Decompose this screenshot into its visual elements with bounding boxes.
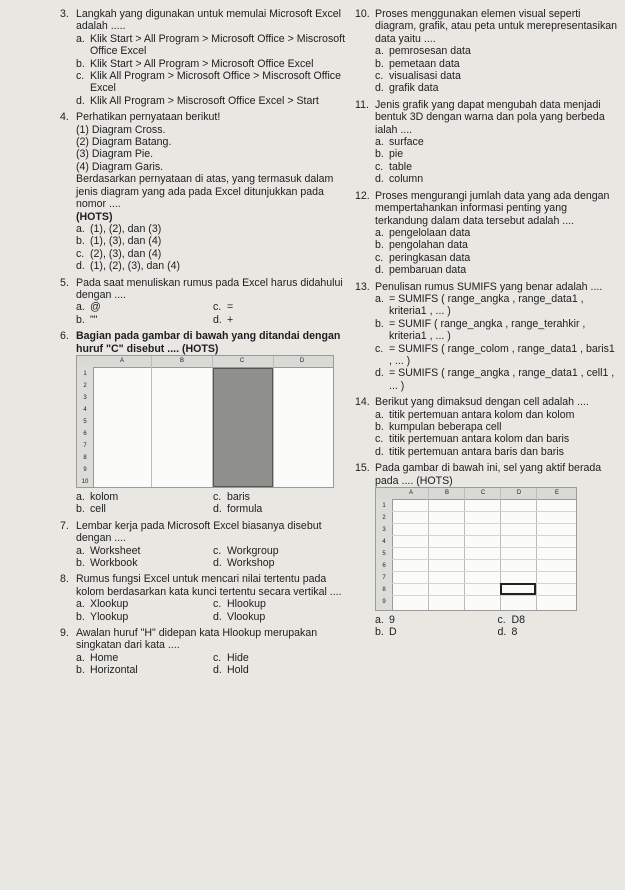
option-c[interactable] [76,70,350,95]
option-b[interactable] [375,318,620,343]
question-number: 5. [60,276,69,289]
option-b[interactable] [76,557,213,569]
question-text: Proses mengurangi jumlah data yang ada dengan mempertahankan informasi penting yang terkandung dalam data tersebut adalah .... [375,189,610,227]
option-letter: c. [375,251,384,264]
option-text: kumpulan beberapa cell [389,421,502,433]
option-a[interactable] [76,652,213,664]
question-10 [355,8,620,95]
option-c[interactable] [375,433,620,445]
option-b[interactable] [76,58,350,70]
option-text: Workshop [227,557,275,569]
option-text: surface [389,136,424,149]
option-letter: b. [76,557,85,569]
option-letter: a. [375,45,384,58]
row-label: 6 [83,430,87,437]
option-text: Vlookup [227,610,266,623]
option-text: = [227,301,234,314]
question-paragraph: Berdasarkan pernyataan di atas, yang termasuk dalam jenis diagram yang ada pada Excel ditunjukkan pada nomor .... [76,173,334,211]
option-text: visualisasi data [389,70,461,83]
row-label: 10 [81,478,89,485]
question-text: Rumus fungsi Excel untuk mencari nilai tertentu pada kolom berdasarkan kata kunci tertentu secara vertikal .... [76,573,342,598]
question-5 [60,277,350,327]
option-text: (2), (3), dan (4) [90,247,162,260]
option-letter: c. [213,598,222,611]
question-number: 15. [355,462,370,475]
column-label-d: D [516,490,522,497]
option-text: = SUMIF ( range_angka , range_terahkir , kriteria1 , ... ) [389,317,586,343]
question-text: Pada saat menuliskan rumus pada Excel harus didahului dengan .... [76,276,343,301]
row-label: 7 [83,442,87,449]
option-letter: d. [375,82,384,95]
option-text: pie [389,148,404,161]
question-6 [60,330,350,516]
question-text: Berikut yang dimaksud dengan cell adalah .... [375,396,589,409]
question-number: 14. [355,396,370,409]
option-text: cell [90,503,106,516]
option-c[interactable] [213,301,350,313]
option-c[interactable] [213,598,350,610]
option-b[interactable] [76,611,213,623]
option-text: Klik All Program > Miscrosoft Office Excel > Start [90,94,319,107]
option-text: Klik Start > All Program > Microsoft Office Excel [90,57,314,70]
option-letter: c. [76,247,85,260]
question-number: 4. [60,111,69,124]
option-letter: a. [375,136,384,149]
option-letter: c. [213,544,222,557]
active-cell-outline [500,583,536,595]
question-text: Perhatikan pernyataan berikut! [76,111,221,124]
option-letter: d. [213,557,222,569]
option-d[interactable] [375,173,620,185]
option-text: Klik All Program > Microsoft Office > Miscrosoft Office Excel [90,70,341,95]
option-b[interactable] [375,58,620,70]
option-letter: d. [375,173,384,186]
option-d[interactable] [213,557,350,569]
row-label: 9 [382,599,386,606]
option-letter: d. [375,367,384,380]
option-a[interactable] [76,301,213,313]
option-c[interactable] [375,161,620,173]
option-text: Hlookup [227,598,266,611]
option-letter: b. [375,626,384,639]
option-a[interactable] [76,491,213,503]
question-text: Lembar kerja pada Microsoft Excel biasanya disebut dengan .... [76,519,322,545]
option-letter: c. [375,70,384,83]
row-label: 1 [83,370,87,377]
option-text: titik pertemuan antara baris dan baris [389,445,564,458]
question-3 [60,8,350,107]
row-label: 9 [83,466,87,473]
option-d[interactable] [375,264,620,276]
question-11 [355,99,620,186]
left-column [60,8,350,681]
option-text: Xlookup [90,598,129,611]
option-b[interactable] [375,239,620,251]
option-letter: b. [76,235,85,248]
option-letter: a. [375,614,384,627]
option-d[interactable] [76,95,350,107]
option-letter: d. [213,664,222,677]
option-letter: a. [76,544,85,557]
option-text: column [389,173,424,186]
option-text: @ [90,301,101,314]
option-a[interactable] [375,227,620,239]
option-text: grafik data [389,82,439,95]
column-label-d: D [299,357,305,364]
option-letter: d. [375,264,384,277]
question-9 [60,627,350,677]
row-label: 8 [382,587,386,594]
option-letter: d. [213,503,222,516]
column-label-b: B [179,357,184,364]
question-text: Awalan huruf "H" didepan kata Hlookup merupakan singkatan dari kata .... [76,627,318,652]
hots-label: (HOTS) [76,210,113,223]
question-13 [355,281,620,393]
spreadsheet-figure [375,487,577,611]
option-letter: a. [76,301,85,314]
column-label-c: C [239,357,245,364]
option-letter: b. [76,664,85,677]
option-text: D [389,626,397,639]
option-text: 8 [511,626,518,639]
question-14 [355,396,620,458]
column-label-b: B [444,490,449,497]
option-b[interactable] [76,235,350,247]
option-b[interactable] [76,664,213,676]
option-letter: b. [375,57,384,70]
row-label: 8 [83,454,87,461]
option-text: titik pertemuan antara kolom dan baris [389,433,570,446]
statement-item: (3) Diagram Pie. [76,148,154,161]
option-text: table [389,160,412,173]
option-text: = SUMIFS ( range_colom , range_data1 , baris1 , ... ) [389,342,615,367]
option-c[interactable] [213,652,350,664]
option-letter: a. [375,292,384,305]
question-number: 7. [60,519,69,532]
option-text: pemrosesan data [389,45,471,58]
spreadsheet-figure [76,355,334,488]
question-text: Bagian pada gambar di bawah yang ditandai dengan huruf "C" disebut .... (HOTS) [76,330,341,355]
option-text: kolom [90,490,119,503]
question-12 [355,190,620,277]
option-letter: b. [76,57,85,70]
option-letter: c. [76,70,85,83]
question-8 [60,573,350,623]
option-b[interactable] [375,148,620,160]
option-text: Workbook [90,557,138,569]
option-text: titik pertemuan antara kolom dan kolom [389,408,575,421]
option-a[interactable] [375,136,620,148]
question-4 [60,111,350,272]
option-d[interactable] [76,260,350,272]
option-a[interactable] [375,293,620,318]
statement-item: (4) Diagram Garis. [76,160,164,173]
column-label-a: A [408,490,413,497]
column-label-a: A [119,357,124,364]
option-letter: a. [375,408,384,421]
option-d[interactable] [213,314,350,326]
option-text: Hide [227,651,249,664]
option-c[interactable] [375,70,620,82]
option-text: = SUMIFS ( range_angka , range_data1 , cell1 , ... ) [389,367,615,392]
row-label: 2 [382,515,386,522]
option-letter: a. [76,32,85,45]
option-b[interactable] [76,314,213,326]
option-text: (1), (2), dan (3) [90,222,162,235]
question-number: 10. [355,8,370,20]
question-number: 12. [355,189,370,202]
option-b[interactable] [76,503,213,515]
option-text: Klik Start > All Program > Microsoft Office > Miscrosoft Office Excel [90,32,346,58]
option-letter: c. [375,342,384,355]
option-d[interactable] [375,367,620,392]
option-letter: c. [497,614,506,627]
option-a[interactable] [76,223,350,235]
option-letter: b. [375,421,384,433]
option-letter: c. [375,160,384,173]
option-d[interactable] [498,626,621,638]
option-letter: d. [497,626,507,639]
option-letter: b. [375,317,384,330]
question-text: Penulisan rumus SUMIFS yang benar adalah .... [375,280,603,293]
row-label: 1 [382,503,386,510]
row-label: 3 [83,394,87,401]
option-letter: b. [76,503,85,516]
option-text: peringkasan data [389,251,471,264]
option-letter: c. [213,301,222,314]
option-c[interactable] [375,343,620,368]
option-text: 9 [389,614,395,627]
option-letter: a. [76,598,85,611]
statement-list [76,124,350,174]
row-label: 5 [83,418,87,425]
option-text: (1), (3), dan (4) [90,235,162,248]
option-letter: c. [213,651,222,664]
column-header-bar [77,356,333,368]
option-text: "" [90,313,98,326]
option-text: = SUMIFS ( range_angka , range_data1 , kriteria1 , ... ) [389,292,584,318]
option-text: pengolahan data [389,239,468,252]
row-label: 2 [83,382,87,389]
option-text: pengelolaan data [389,226,471,239]
option-letter: a. [375,226,384,239]
question-text: Jenis grafik yang dapat mengubah data menjadi bentuk 3D dengan warna dan pola yang berbeda ialah .... [375,98,605,136]
option-b[interactable] [375,421,620,433]
option-c[interactable] [213,491,350,503]
row-label: 7 [382,575,386,582]
column-label-e: E [554,490,559,497]
row-label: 3 [382,527,386,534]
question-text: Proses menggunakan elemen visual seperti diagram, grafik, atau peta untuk merepresentasikan data yaitu .... [375,8,618,45]
statement-item: (2) Diagram Batang. [76,136,172,149]
column-label-c: C [480,490,486,497]
option-d[interactable] [213,611,350,623]
option-a[interactable] [375,45,620,57]
option-c[interactable] [76,248,350,260]
row-label: 5 [382,551,386,558]
question-text: Pada gambar di bawah ini, sel yang aktif berada pada .... (HOTS) [375,462,602,487]
option-letter: d. [76,260,85,273]
statement-item: (1) Diagram Cross. [76,123,166,136]
option-c[interactable] [213,545,350,557]
option-text: pembaruan data [389,264,467,277]
option-text: Hold [227,664,249,677]
option-letter: b. [375,239,384,252]
option-text: (1), (2), (3), dan (4) [90,260,181,273]
question-number: 11. [355,98,369,111]
question-number: 9. [60,627,69,640]
option-letter: c. [213,490,222,503]
option-text: Workgroup [227,544,279,557]
question-text: Langkah yang digunakan untuk memulai Microsoft Excel adalah ..... [76,8,341,33]
option-letter: b. [76,610,85,623]
option-text: D8 [511,614,526,627]
option-letter: d. [375,445,384,458]
option-letter: b. [375,148,384,161]
option-d[interactable] [375,82,620,94]
right-column [355,8,620,643]
option-letter: c. [375,433,384,446]
option-letter: a. [76,222,85,235]
option-letter: b. [76,313,85,326]
question-number: 6. [60,330,69,343]
option-d[interactable] [213,664,350,676]
question-number: 8. [60,573,69,586]
option-c[interactable] [498,614,621,626]
option-text: + [227,313,234,326]
option-a[interactable] [76,545,213,557]
option-letter: a. [76,651,85,664]
row-label: 6 [382,563,386,570]
option-b[interactable] [375,626,498,638]
question-7 [60,520,350,570]
question-15 [355,462,620,639]
option-a[interactable] [375,409,620,421]
option-letter: d. [76,94,85,107]
question-number: 3. [60,8,69,20]
option-text: baris [227,490,250,503]
option-letter: a. [76,490,85,503]
option-text: Horizontal [90,664,138,677]
option-letter: d. [213,313,222,326]
question-number: 13. [355,280,370,293]
option-d[interactable] [213,503,350,515]
option-d[interactable] [375,446,620,458]
option-text: Worksheet [90,544,141,557]
option-a[interactable] [375,614,498,626]
option-a[interactable] [76,33,350,58]
option-c[interactable] [375,252,620,264]
option-text: formula [227,503,263,516]
option-a[interactable] [76,598,213,610]
option-text: Ylookup [90,610,129,623]
option-text: pemetaan data [389,57,460,70]
option-letter: d. [213,610,222,623]
row-label: 4 [382,539,386,546]
highlighted-column-c [213,368,273,487]
option-text: Home [90,651,119,664]
row-label: 4 [83,406,87,413]
